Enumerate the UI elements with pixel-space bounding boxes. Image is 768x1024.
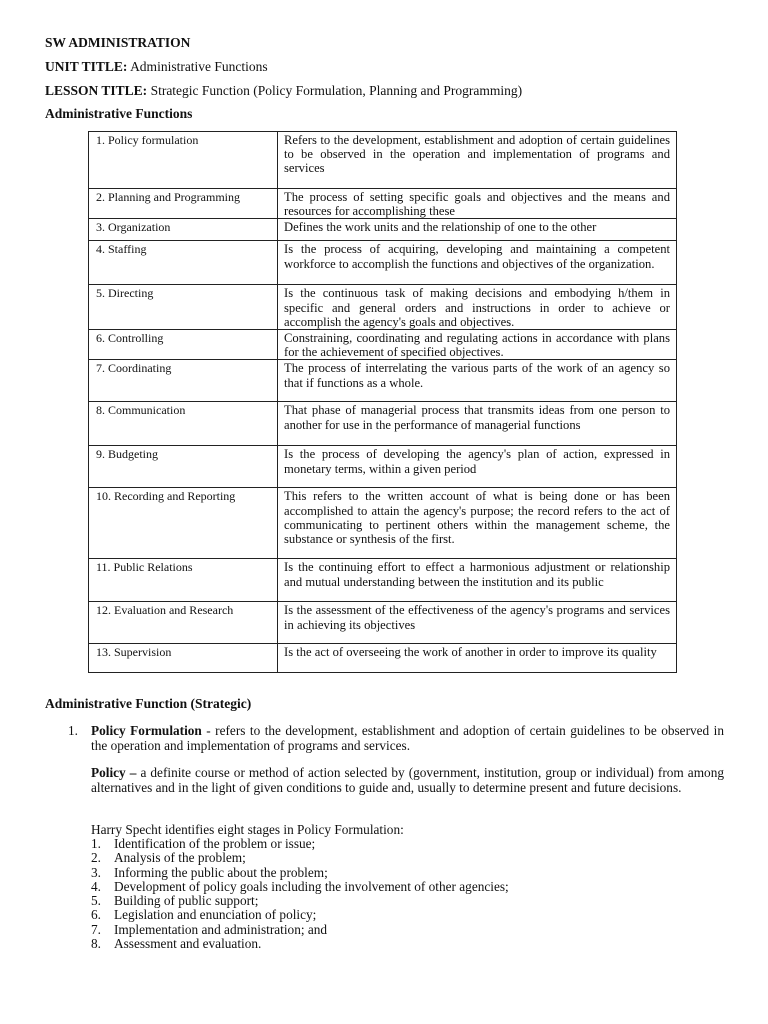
lesson-title-line [45, 83, 522, 99]
function-description: Is the assessment of the effectiveness of the agency's programs and services in achieving its objectives [278, 602, 677, 644]
table-row [89, 330, 677, 360]
function-name: 11. Public Relations [89, 559, 278, 602]
function-name: 6. Controlling [89, 330, 278, 360]
policy-term: Policy – [91, 765, 137, 780]
function-name: 2. Planning and Programming [89, 189, 278, 219]
table-row [89, 644, 677, 673]
list-item [91, 866, 724, 880]
function-description: Defines the work units and the relationship of one to the other [278, 219, 677, 241]
list-item-text: Analysis of the problem; [114, 850, 246, 866]
list-item-text: Building of public support; [114, 893, 259, 909]
table-row [89, 559, 677, 602]
table-row [89, 132, 677, 189]
function-description: Is the process of acquiring, developing and maintaining a competent workforce to accomplish the functions and objectives of the organization. [278, 241, 677, 285]
function-description: That phase of managerial process that transmits ideas from one person to another for use in the performance of managerial functions [278, 402, 677, 446]
list-item-number: 3. [91, 864, 101, 880]
function-name: 10. Recording and Reporting [89, 488, 278, 559]
function-description: Constraining, coordinating and regulating actions in accordance with plans for the achievement of specified objectives. [278, 330, 677, 360]
policy-formulation-text: - refers to the development, establishment and adoption of certain guidelines to be observed in the operation and implementation of programs and services. [91, 723, 724, 753]
function-description: Is the act of overseeing the work of another in order to improve its quality [278, 644, 677, 673]
unit-title-line [45, 59, 268, 75]
table-row [89, 602, 677, 644]
table-row [89, 488, 677, 559]
list-item [91, 937, 724, 951]
list-item-text: Informing the public about the problem; [114, 864, 328, 880]
function-name: 3. Organization [89, 219, 278, 241]
list-item [91, 851, 724, 865]
function-name: 9. Budgeting [89, 446, 278, 488]
list-item [91, 894, 724, 908]
policy-definition-paragraph [91, 766, 724, 795]
function-description: This refers to the written account of what is being done or has been accomplished to attain the agency's purpose; the record refers to the act of communicating to pertinent others within the management scheme, the substance or synthesis of the first. [278, 488, 677, 559]
list-item-text: Development of policy goals including the involvement of other agencies; [114, 878, 509, 894]
policy-formulation-term: Policy Formulation [91, 723, 202, 738]
strategic-section-title: Administrative Function (Strategic) [45, 696, 252, 711]
policy-formulation-paragraph [91, 724, 724, 753]
function-description: Is the continuing effort to effect a harmonious adjustment or relationship and mutual understanding between the institution and its public [278, 559, 677, 602]
table-row [89, 402, 677, 446]
table-row [89, 241, 677, 285]
list-item-number: 8. [91, 936, 101, 952]
function-description: Refers to the development, establishment and adoption of certain guidelines to be observed in the operation and implementation of programs and services [278, 132, 677, 189]
function-name: 5. Directing [89, 285, 278, 330]
item-number: 1. [68, 723, 78, 738]
function-name: 8. Communication [89, 402, 278, 446]
policy-stages-list [91, 837, 724, 951]
table-row [89, 446, 677, 488]
list-item [91, 908, 724, 922]
unit-title-value: Administrative Functions [130, 59, 268, 74]
section-title: Administrative Functions [45, 106, 193, 121]
table-row [89, 219, 677, 241]
list-item-text: Identification of the problem or issue; [114, 836, 316, 851]
function-name: 13. Supervision [89, 644, 278, 673]
table-row [89, 285, 677, 330]
function-description: The process of setting specific goals and objectives and the means and resources for accomplishing these [278, 189, 677, 219]
functions-table [88, 131, 677, 673]
list-item [91, 837, 724, 851]
course-title: SW ADMINISTRATION [45, 35, 191, 50]
specht-intro: Harry Specht identifies eight stages in Policy Formulation: [91, 822, 404, 837]
table-row [89, 189, 677, 219]
list-item-number: 6. [91, 907, 101, 923]
function-name: 1. Policy formulation [89, 132, 278, 189]
list-item [91, 880, 724, 894]
list-item [91, 923, 724, 937]
list-item-number: 1. [91, 836, 101, 851]
list-item-number: 5. [91, 893, 101, 909]
function-name: 12. Evaluation and Research [89, 602, 278, 644]
lesson-title-value: Strategic Function (Policy Formulation, Planning and Programming) [150, 83, 523, 98]
function-description: Is the process of developing the agency's plan of action, expressed in monetary terms, within a given period [278, 446, 677, 488]
list-item-number: 2. [91, 850, 101, 866]
list-item-text: Legislation and enunciation of policy; [114, 907, 317, 923]
unit-title-label: UNIT TITLE: [45, 59, 128, 74]
list-item-number: 4. [91, 878, 101, 894]
list-item-text: Implementation and administration; and [114, 921, 328, 937]
list-item-text: Assessment and evaluation. [114, 936, 262, 952]
policy-text: a definite course or method of action selected by (government, institution, group or individual) from among alternatives and in the light of given conditions to guide and, usually to determine present and future decisions. [91, 765, 724, 795]
table-row [89, 360, 677, 402]
function-name: 4. Staffing [89, 241, 278, 285]
lesson-title-label: LESSON TITLE: [45, 83, 148, 98]
function-description: Is the continuous task of making decisions and embodying h/them in specific and general orders and instructions in order to achieve or accomplish the agency's goals and objectives. [278, 285, 677, 330]
list-item-number: 7. [91, 921, 101, 937]
function-name: 7. Coordinating [89, 360, 278, 402]
function-description: The process of interrelating the various parts of the work of an agency so that if functions as a whole. [278, 360, 677, 402]
